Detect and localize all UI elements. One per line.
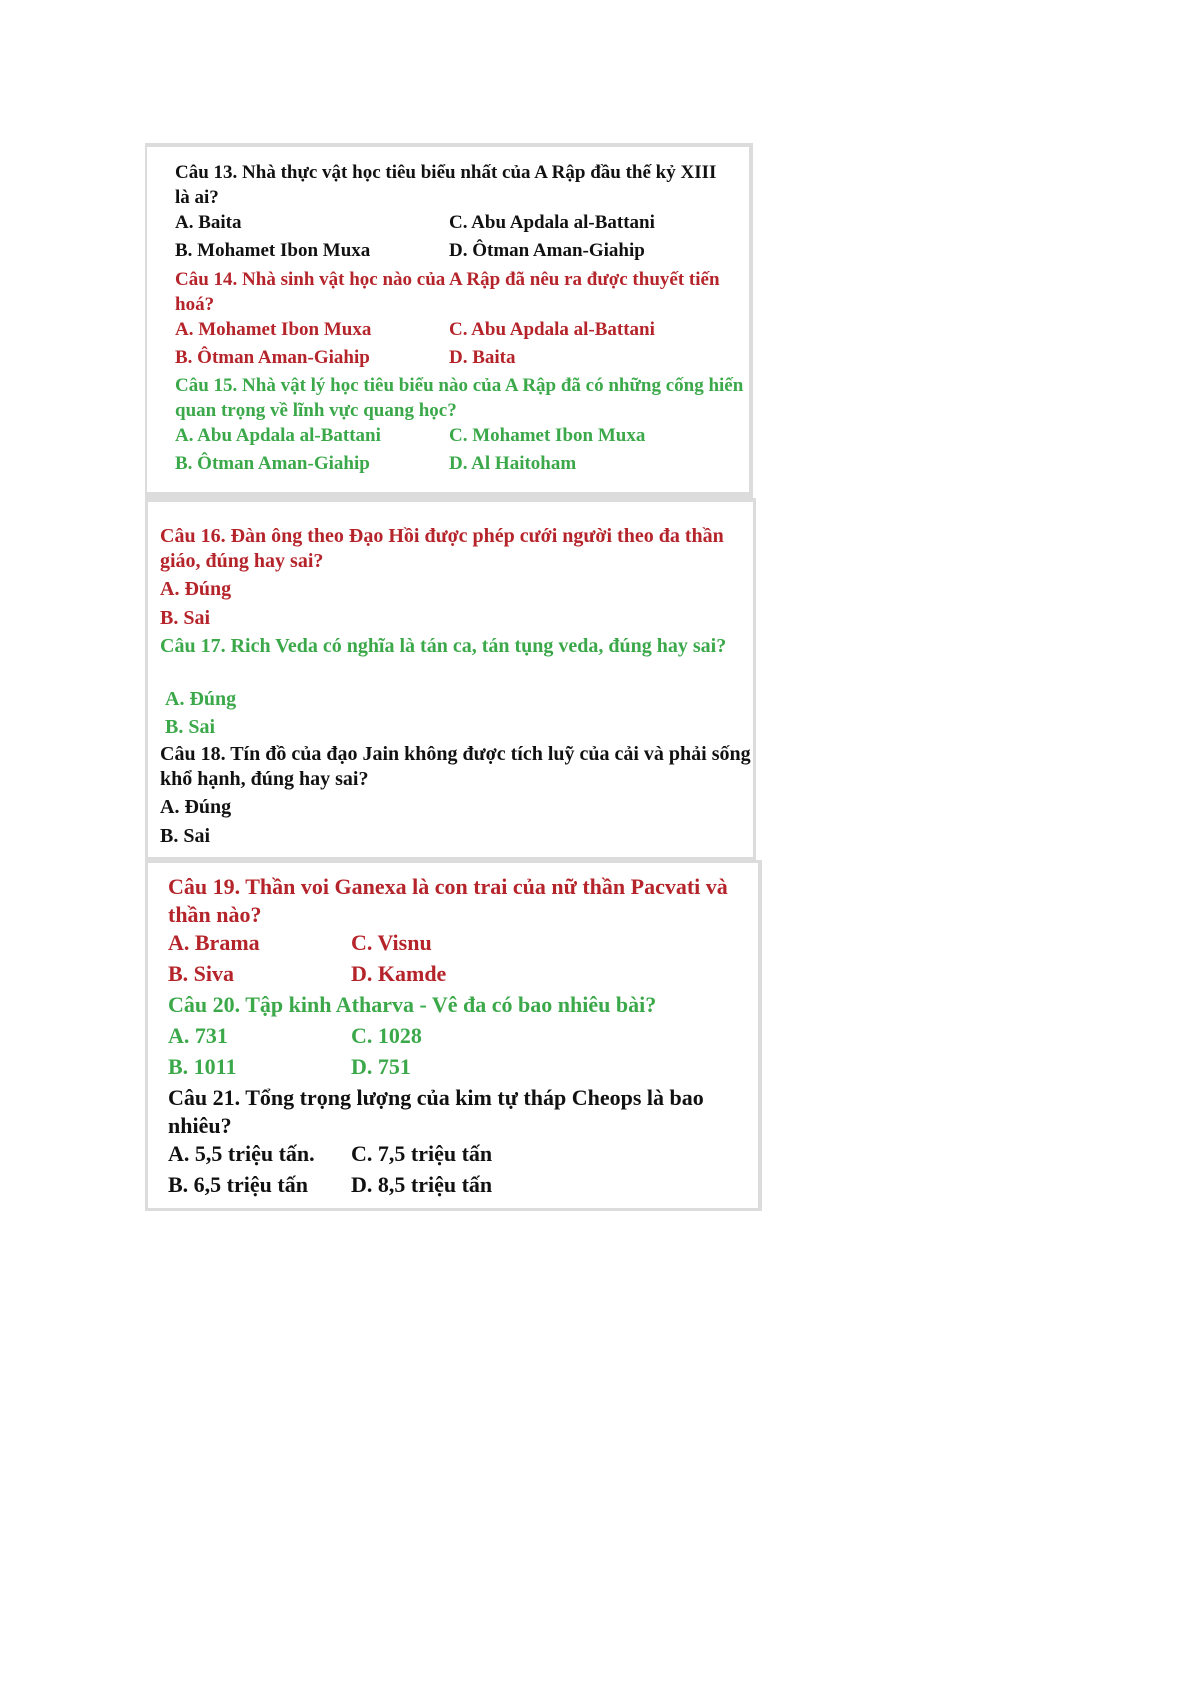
q21-option-b: B. 6,5 triệu tấn	[168, 1172, 308, 1197]
quiz-card-2	[145, 498, 756, 860]
q14-option-a: A. Mohamet Ibon Muxa	[175, 319, 372, 340]
q20-option-b: B. 1011	[168, 1054, 237, 1079]
q21-option-a: A. 5,5 triệu tấn.	[168, 1141, 315, 1166]
q13-option-b: B. Mohamet Ibon Muxa	[175, 240, 371, 261]
question-18: Câu 18. Tín đồ của đạo Jain không được tích luỹ của cải và phải sống khổ hạnh, đúng hay sai?	[160, 743, 756, 790]
quiz-card-1	[145, 143, 753, 498]
q14-option-c: C. Abu Apdala al-Battani	[449, 319, 655, 340]
q18-option-a: A. Đúng	[160, 796, 232, 818]
q16-option-b: B. Sai	[160, 607, 211, 629]
q15-option-b: B. Ôtman Aman-Giahip	[175, 453, 370, 474]
q17-option-b: B. Sai	[165, 716, 216, 738]
question-21: Câu 21. Tổng trọng lượng của kim tự tháp Cheops là bao nhiêu?	[168, 1085, 710, 1138]
q19-option-b: B. Siva	[168, 961, 235, 986]
q20-option-c: C. 1028	[351, 1023, 422, 1048]
question-16: Câu 16. Đàn ông theo Đạo Hồi được phép cưới người theo đa thần giáo, đúng hay sai?	[160, 525, 729, 572]
q13-option-a: A. Baita	[175, 212, 242, 233]
q20-option-d: D. 751	[351, 1054, 411, 1079]
question-17: Câu 17. Rich Veda có nghĩa là tán ca, tán tụng veda, đúng hay sai?	[160, 635, 727, 657]
question-15: Câu 15. Nhà vật lý học tiêu biểu nào của A Rập đã có những cống hiến quan trọng về lĩnh vực quang học?	[175, 375, 749, 421]
q15-option-d: D. Al Haitoham	[449, 453, 577, 474]
q19-option-d: D. Kamde	[351, 961, 447, 986]
question-14: Câu 14. Nhà sinh vật học nào của A Rập đã nêu ra được thuyết tiến hoá?	[175, 269, 725, 315]
q16-option-a: A. Đúng	[160, 578, 232, 600]
q14-option-b: B. Ôtman Aman-Giahip	[175, 347, 370, 368]
q18-option-b: B. Sai	[160, 825, 211, 847]
q19-option-c: C. Visnu	[351, 930, 432, 955]
question-20: Câu 20. Tập kinh Atharva - Vê đa có bao nhiêu bài?	[168, 992, 657, 1017]
quiz-card-3	[145, 860, 762, 1211]
q13-option-d: D. Ôtman Aman-Giahip	[449, 240, 645, 261]
q17-option-a: A. Đúng	[165, 688, 237, 710]
q19-option-a: A. Brama	[168, 930, 260, 955]
q21-option-c: C. 7,5 triệu tấn	[351, 1141, 493, 1166]
question-19: Câu 19. Thần voi Ganexa là con trai của nữ thần Pacvati và thần nào?	[168, 874, 734, 927]
question-13: Câu 13. Nhà thực vật học tiêu biểu nhất của A Rập đầu thế kỷ XIII là ai?	[175, 162, 722, 208]
q15-option-c: C. Mohamet Ibon Muxa	[449, 425, 646, 446]
q20-option-a: A. 731	[168, 1023, 228, 1048]
q21-option-d: D. 8,5 triệu tấn	[351, 1172, 493, 1197]
q13-option-c: C. Abu Apdala al-Battani	[449, 212, 655, 233]
q15-option-a: A. Abu Apdala al-Battani	[175, 425, 381, 446]
q14-option-d: D. Baita	[449, 347, 516, 368]
